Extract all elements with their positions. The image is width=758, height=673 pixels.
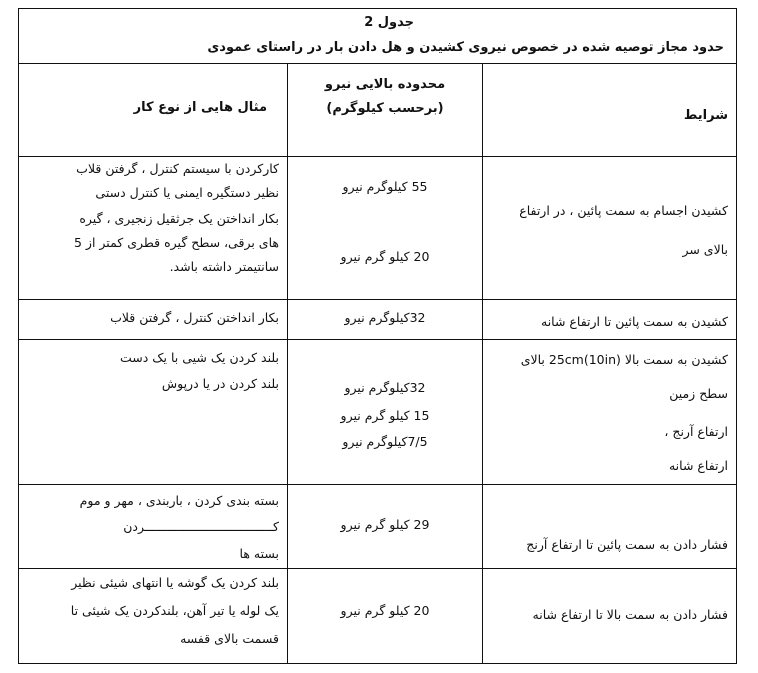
example-line: سانتیمتر داشته باشد. [169, 259, 279, 274]
condition-line: کشیدن به سمت بالا 25cm(10in) بالای [520, 352, 728, 367]
force-cell [287, 569, 482, 663]
condition-line: ارتفاع شانه [668, 458, 728, 473]
force-value: 7/5کیلوگرم نیرو [342, 434, 428, 449]
table-row [19, 300, 736, 340]
example-line: یک لوله یا تیر آهن، بلندکردن یک شیئی تا [70, 603, 279, 618]
table-title: حدود مجاز توصیه شده در خصوص نیروی کشیدن و هل دادن بار در راستای عمودی [207, 40, 724, 55]
force-value: 32کیلوگرم نیرو [344, 310, 426, 325]
header-force-line2: (برحسب کیلوگرم) [326, 101, 444, 116]
examples-cell [19, 157, 287, 299]
header-row [19, 64, 736, 157]
force-value: 15 کیلو گرم نیرو [340, 408, 430, 423]
example-line: بلند کردن یک شیی با یک دست [120, 350, 279, 365]
force-cell [287, 340, 482, 484]
condition-cell [482, 340, 736, 484]
condition-line: فشار دادن به سمت پائین تا ارتفاع آرنج [526, 537, 728, 552]
table-row [19, 569, 736, 663]
condition-line: فشار دادن به سمت بالا تا ارتفاع شانه [532, 607, 728, 622]
table-title-row [19, 9, 736, 64]
force-cell [287, 157, 482, 299]
table-row [19, 485, 736, 569]
example-line: بکار انداختن کنترل ، گرفتن قلاب [110, 310, 279, 325]
example-line: نظیر دستگیره ایمنی یا کنترل دستی [95, 185, 279, 200]
example-line: کارکردن با سیستم کنترل ، گرفتن قلاب [76, 161, 279, 176]
table-caption: جدول 2 [364, 15, 414, 30]
force-limits-table [18, 8, 737, 664]
header-examples: مثال هایی از نوع کار [133, 100, 267, 115]
header-conditions-cell [482, 64, 736, 156]
condition-cell [482, 300, 736, 339]
condition-cell [482, 157, 736, 299]
example-line: قسمت بالای قفسه [180, 631, 279, 646]
header-examples-cell [19, 64, 287, 156]
force-cell [287, 485, 482, 568]
example-line: بکار انداختن یک جرثقیل زنجیری ، گیره [79, 211, 279, 226]
header-conditions: شرایط [683, 108, 728, 123]
example-line: بلند کردن یک گوشه یا انتهای شیئی نظیر [71, 575, 279, 590]
condition-cell [482, 569, 736, 663]
example-line: های برقی، سطح گیره قطری کمتر از 5 [74, 235, 279, 250]
table-row [19, 157, 736, 300]
example-line: بسته ها [239, 546, 279, 561]
example-line: بسته بندی کردن ، باربندی ، مهر و موم [79, 493, 279, 508]
force-value: 20 کیلو گرم نیرو [340, 249, 430, 264]
force-cell [287, 300, 482, 339]
condition-line: کشیدن به سمت پائین تا ارتفاع شانه [541, 314, 728, 329]
header-force-line1: محدوده بالایی نیرو [324, 77, 446, 92]
examples-cell [19, 569, 287, 663]
condition-cell [482, 485, 736, 568]
examples-cell [19, 300, 287, 339]
force-value: 55 کیلوگرم نیرو [342, 179, 428, 194]
header-force-cell [287, 64, 482, 156]
condition-line: کشیدن اجسام به سمت پائین ، در ارتفاع [519, 203, 728, 218]
example-line: بلند کردن در یا درپوش [161, 376, 279, 391]
force-value: 32کیلوگرم نیرو [344, 380, 426, 395]
force-value: 29 کیلو گرم نیرو [340, 517, 430, 532]
condition-line: ارتفاع آرنج ، [664, 424, 728, 439]
table-row [19, 340, 736, 485]
condition-line: بالای سر [682, 242, 728, 257]
examples-cell [19, 340, 287, 484]
force-value: 20 کیلو گرم نیرو [340, 603, 430, 618]
examples-cell [19, 485, 287, 568]
example-line: کـــــــــــــــــــــــــــــــــــردن [123, 519, 279, 534]
condition-line: سطح زمین [669, 386, 728, 401]
